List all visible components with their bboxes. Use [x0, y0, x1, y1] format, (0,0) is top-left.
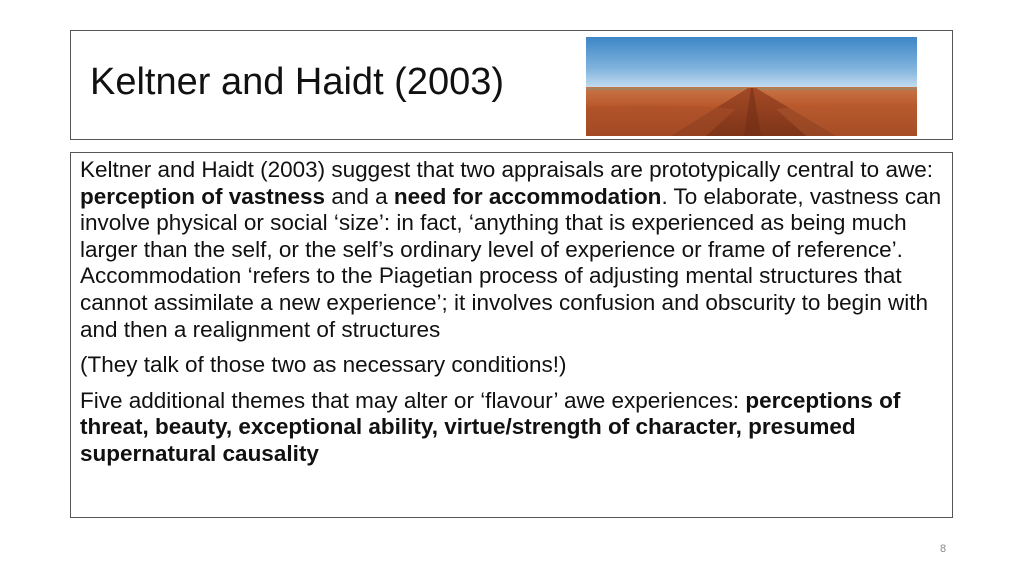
page-number: 8	[939, 543, 947, 555]
text: Five additional themes that may alter or ‘flavour’ awe experiences:	[80, 387, 746, 413]
text: and a	[325, 183, 394, 209]
paragraph-necessary-conditions: (They talk of those two as necessary conditions!)	[80, 352, 567, 378]
bold-term-vastness: perception of vastness	[80, 183, 326, 209]
title-box	[70, 30, 953, 140]
desert-road-image	[586, 37, 917, 136]
text: . To elaborate, vastness can involve physical or social ‘size’: in fact, ‘anything that is experienced as being much larger than the self, or the self’s ordinary level of experience or frame of reference’. Accommodation ‘refers to the Piagetian process of adjusting mental structures that cannot assimilate a new experience’; it involves confusion and obscurity to begin with and then a realignment of structures	[80, 183, 942, 342]
bold-themes-list: perceptions of threat, beauty, exceptional ability, virtue/strength of character, presumed supernatural causality	[80, 387, 901, 466]
text: Keltner and Haidt (2003) suggest that two appraisals are prototypically central to awe:	[80, 157, 933, 182]
body-text-box	[70, 152, 953, 518]
paragraph-appraisals	[80, 157, 944, 343]
slide-title: Keltner and Haidt (2003)	[90, 61, 505, 103]
desert-road-photo	[586, 37, 917, 136]
bold-term-accommodation: need for accommodation	[393, 183, 662, 209]
paragraph-additional-themes	[80, 388, 944, 468]
